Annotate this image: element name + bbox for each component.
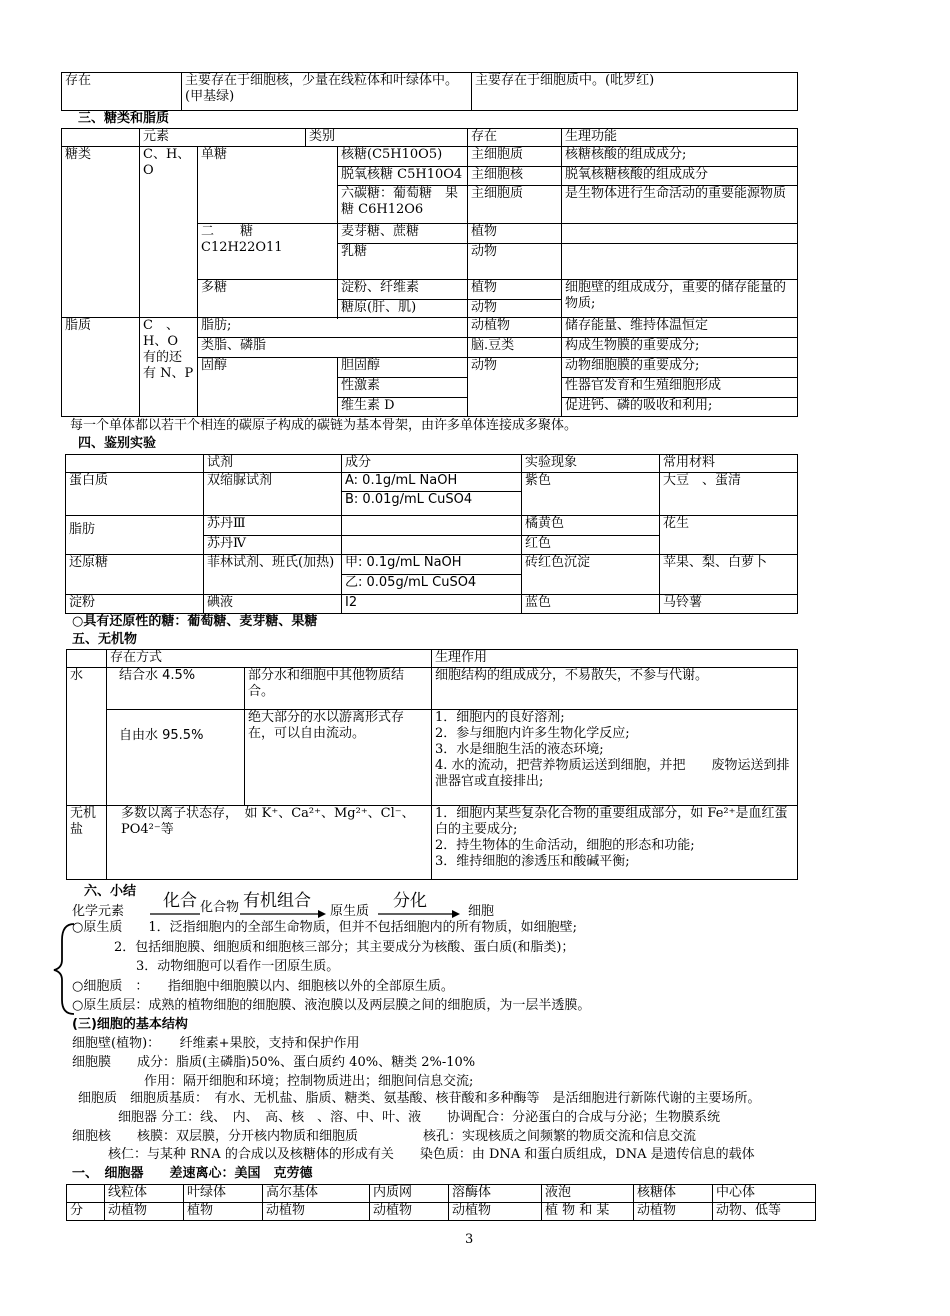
arrow-head xyxy=(318,910,326,918)
poly-label: 多糖 xyxy=(198,280,338,318)
sugar-elements: C、H、O xyxy=(140,147,198,318)
salt-label: 无机盐 xyxy=(67,806,107,880)
free-water-func: 3．水是细胞生活的液态环境; xyxy=(435,742,604,757)
summary-line: ○原生质层：成熟的植物细胞的细胞膜、液泡膜以及两层膜之间的细胞质，为一层半透膜。 xyxy=(72,998,591,1013)
di-kind: 乳糖 xyxy=(338,244,468,280)
structure-line: 细胞膜 成分：脂质(主磷脂)50%、蛋白质约 40%、糖类 2%-10% xyxy=(72,1055,476,1070)
structure-line: 细胞器 分工：线、 内、 高、核 、溶、中、叶、液 协调配合：分泌蛋白的合成与分泌；生物膜系统 xyxy=(118,1110,721,1125)
section-title-summary: 六、小结 xyxy=(84,884,137,899)
org-header: 液泡 xyxy=(542,1185,634,1203)
free-water-desc: 绝大部分的水以游离形式存在，可以自由流动。 xyxy=(245,710,432,806)
org-header: 溶酶体 xyxy=(449,1185,542,1203)
brace-icon xyxy=(54,924,74,1014)
water-label: 水 xyxy=(67,668,107,806)
structure-line: 细胞壁(植物)： 纤维素+果胶，支持和保护作用 xyxy=(72,1036,360,1051)
header-reagent: 试剂 xyxy=(204,455,342,473)
header-where: 存在 xyxy=(468,129,562,147)
protein-a: A: 0.1g/mL NaOH xyxy=(342,473,522,492)
reducing-material: 苹果、梨、白萝卜 xyxy=(660,555,798,595)
reducing-sugar-note: ○具有还原性的糖：葡萄糖、麦芽糖、果糖 xyxy=(72,614,318,629)
starch-component: I2 xyxy=(342,595,522,614)
mono-where: 主细胞质 xyxy=(468,186,562,224)
summary-line: 2．包括细胞膜、细胞质和细胞核三部分；其主要成分为核酸、蛋白质(和脂类)； xyxy=(114,940,575,955)
org-cell: 植物 xyxy=(184,1203,263,1221)
protein-b: B: 0.01g/mL CuSO4 xyxy=(342,492,522,516)
sudan4: 苏丹Ⅳ xyxy=(204,536,342,555)
sterol-label: 固醇 xyxy=(198,358,338,417)
structure-line: 细胞质 细胞质基质： 有水、无机盐、脂质、糖类、氨基酸、核苷酸和多种酶等 是活细胞进行新陈代谢的主要场所。 xyxy=(78,1091,761,1106)
bound-water-func: 细胞结构的组成成分，不易散失，不参与代谢。 xyxy=(432,668,798,710)
flow-start: 化学元素 xyxy=(72,904,125,919)
salt-desc: 多数以离子状态存， 如 K⁺、Ca²⁺、Mg²⁺、Cl⁻、PO4²⁻等 xyxy=(107,806,432,880)
starch-phenomenon: 蓝色 xyxy=(522,595,660,614)
reducing-a: 甲: 0.1g/mL NaOH xyxy=(342,555,522,575)
org-cell: 动植物 xyxy=(634,1203,713,1221)
reducing-label: 还原糖 xyxy=(66,555,204,595)
sudan3: 苏丹Ⅲ xyxy=(204,516,342,536)
header-kind: 类别 xyxy=(306,129,468,147)
flow-end: 细胞 xyxy=(468,904,495,919)
salt-func: 3．维持细胞的渗透压和酸碱平衡; xyxy=(435,854,630,869)
header-component: 成分 xyxy=(342,455,522,473)
rna-exist: 主要存在于细胞质中。(吡罗红) xyxy=(472,73,798,111)
free-water-func: 2．参与细胞内许多生物化学反应; xyxy=(435,726,630,741)
header-form: 存在方式 xyxy=(107,650,432,668)
dna-exist: 主要存在于细胞核，少量在线粒体和叶绿体中。(甲基绿) xyxy=(182,73,472,111)
summary-line: 3．动物细胞可以看作一团原生质。 xyxy=(136,959,340,974)
poly-where: 植物 xyxy=(468,280,562,300)
sudan3-phenomenon: 橘黄色 xyxy=(522,516,660,536)
section-title-structure: (三)细胞的基本结构 xyxy=(72,1017,188,1032)
sterol-kind: 维生素 D xyxy=(338,398,468,417)
di-kind: 麦芽糖、蔗糖 xyxy=(338,224,468,244)
summary-line: ○原生质 1．泛指细胞内的全部生命物质，但并不包括细胞内的所有物质，如细胞壁; xyxy=(72,920,577,935)
mono-func: 脱氧核糖核酸的组成成分 xyxy=(562,167,798,186)
free-water-func: 4. 水的流动，把营养物质运送到细胞，并把 废物运送到排泄器官或直接排出; xyxy=(435,758,790,789)
sudan4-phenomenon: 红色 xyxy=(522,536,660,555)
fat-where: 动植物 xyxy=(468,318,562,338)
reducing-phenomenon: 砖红色沉淀 xyxy=(522,555,660,595)
header-material: 常用材料 xyxy=(660,455,798,473)
fat-label: 脂肪; xyxy=(198,318,468,338)
poly-kind: 淀粉、纤维素 xyxy=(338,280,468,300)
sugar-label: 糖类 xyxy=(62,147,140,318)
lipid-label: 脂质 xyxy=(62,318,140,417)
sterol-func: 促进钙、磷的吸收和利用; xyxy=(562,398,798,417)
fat-label: 脂肪 xyxy=(66,516,204,555)
phospho-func: 构成生物膜的重要成分; xyxy=(562,338,798,358)
org-cell: 动植物 xyxy=(449,1203,542,1221)
org-header: 高尔基体 xyxy=(263,1185,370,1203)
org-header: 内质网 xyxy=(370,1185,449,1203)
phospho-label: 类脂、磷脂 xyxy=(198,338,468,358)
protein-material: 大豆 、蛋清 xyxy=(660,473,798,516)
mono-func: 核糖核酸的组成成分; xyxy=(562,147,798,167)
poly-func: 细胞壁的组成成分，重要的储存能量的物质; xyxy=(562,280,798,318)
exist-label: 存在 xyxy=(62,73,182,111)
org-header xyxy=(67,1185,105,1203)
mono-kind: 六碳糖：葡萄糖 果糖 C6H12O6 xyxy=(338,186,468,224)
org-header: 线粒体 xyxy=(105,1185,184,1203)
fat-func: 储存能量、维持体温恒定 xyxy=(562,318,798,338)
org-header: 叶绿体 xyxy=(184,1185,263,1203)
phospho-where: 脑.豆类 xyxy=(468,338,562,358)
reducing-reagent: 菲林试剂、班氏(加热) xyxy=(204,555,342,595)
salt-func: 1．细胞内某些复杂化合物的重要组成部分，如 Fe²⁺是血红蛋白的主要成分; xyxy=(435,806,788,837)
org-cell: 动物、低等 xyxy=(713,1203,816,1221)
flow-label-combine: 化合 xyxy=(163,891,197,911)
org-header: 核糖体 xyxy=(634,1185,713,1203)
protein-reagent: 双缩脲试剂 xyxy=(204,473,342,516)
starch-label: 淀粉 xyxy=(66,595,204,614)
lipid-elements: C 、H、O 有的还 有 N、P xyxy=(140,318,198,417)
org-cell: 植 物 和 某 xyxy=(542,1203,634,1221)
org-cell: 动植物 xyxy=(263,1203,370,1221)
mono-where: 主细胞核 xyxy=(468,167,562,186)
protein-phenomenon: 紫色 xyxy=(522,473,660,516)
sterol-kind: 性激素 xyxy=(338,378,468,398)
bound-water: 结合水 4.5% xyxy=(107,668,245,710)
mono-kind: 脱氧核糖 C5H10O4 xyxy=(338,167,468,186)
header-phenomenon: 实验现象 xyxy=(522,455,660,473)
org-cell: 动植物 xyxy=(105,1203,184,1221)
di-label: 二 糖 C12H22O11 xyxy=(198,224,338,280)
sterol-where: 动物 xyxy=(468,358,562,417)
di-where: 动物 xyxy=(468,244,562,280)
starch-reagent: 碘液 xyxy=(204,595,342,614)
header-element: 元素 xyxy=(140,129,306,147)
structure-line: 核仁：与某种 RNA 的合成以及核糖体的形成有关 染色质：由 DNA 和蛋白质组成，DNA 是遗传信息的载体 xyxy=(108,1147,755,1162)
org-cell: 动植物 xyxy=(370,1203,449,1221)
sterol-kind: 胆固醇 xyxy=(338,358,468,378)
structure-line: 作用：隔开细胞和环境；控制物质进出；细胞间信息交流; xyxy=(144,1074,474,1089)
section-title-inorganic: 五、无机物 xyxy=(72,632,138,647)
summary-line: ○细胞质 ： 指细胞中细胞膜以内、细胞核以外的全部原生质。 xyxy=(72,979,454,994)
mono-where: 主细胞质 xyxy=(468,147,562,167)
section-title-organelles: 一、 细胞器 差速离心：美国 克劳德 xyxy=(72,1166,313,1181)
poly-where: 动物 xyxy=(468,300,562,318)
bound-water-desc: 部分水和细胞中其他物质结合。 xyxy=(245,668,432,710)
flow-protoplasm: 原生质 xyxy=(330,904,370,919)
sterol-func: 动物细胞膜的重要成分; xyxy=(562,358,798,378)
page-number: 3 xyxy=(465,1232,474,1247)
header-role: 生理作用 xyxy=(432,650,798,668)
org-cell: 分 xyxy=(67,1203,105,1221)
flow-label-differentiate: 分化 xyxy=(393,891,427,911)
organelle-table xyxy=(66,1184,816,1221)
header-func: 生理功能 xyxy=(562,129,798,147)
reducing-b: 乙: 0.05g/mL CuSO4 xyxy=(342,575,522,595)
arrow-head xyxy=(452,910,460,918)
mono-func: 是生物体进行生命活动的重要能源物质 xyxy=(562,186,798,224)
starch-material: 马铃薯 xyxy=(660,595,798,614)
mono-kind: 核糖(C5H10O5) xyxy=(338,147,468,167)
monomer-note: 每一个单体都以若干个相连的碳原子构成的碳链为基本骨架，由许多单体连接成多聚体。 xyxy=(70,418,578,433)
fat-material: 花生 xyxy=(660,516,798,555)
free-water: 自由水 95.5% xyxy=(107,710,245,806)
org-header: 中心体 xyxy=(713,1185,816,1203)
section-title-identification: 四、鉴别实验 xyxy=(78,436,157,451)
salt-func: 2．持生物体的生命活动，细胞的形态和功能; xyxy=(435,838,695,853)
flow-compound: 化合物 xyxy=(200,900,240,915)
section-title-sugar-lipid: 三、糖类和脂质 xyxy=(78,111,170,126)
di-where: 植物 xyxy=(468,224,562,244)
sterol-func: 性器官发育和生殖细胞形成 xyxy=(562,378,798,398)
poly-kind: 糖原(肝、肌) xyxy=(338,300,468,318)
flow-label-organic: 有机组合 xyxy=(243,891,311,911)
mono-label: 单糖 xyxy=(198,147,338,224)
structure-line: 细胞核 核膜：双层膜，分开核内物质和细胞质 核孔：实现核质之间频繁的物质交流和信息交流 xyxy=(72,1129,697,1144)
free-water-func: 1．细胞内的良好溶剂; xyxy=(435,710,565,725)
protein-label: 蛋白质 xyxy=(66,473,204,516)
